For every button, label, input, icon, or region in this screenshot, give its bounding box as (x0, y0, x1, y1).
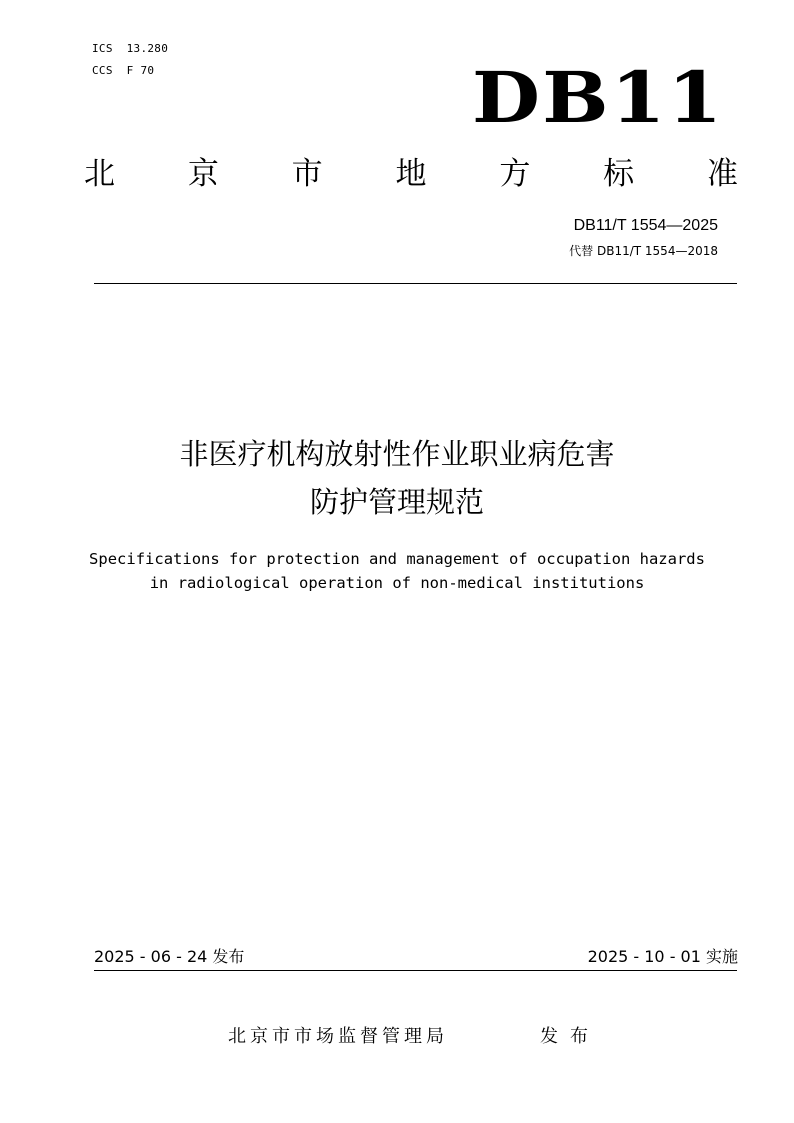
issue-label: 发布 (540, 1026, 600, 1047)
issuing-authority: 北京市市场监督管理局 (228, 1026, 448, 1047)
header-divider (94, 283, 737, 284)
chinese-title-line-1: 非医疗机构放射性作业职业病危害 (179, 437, 615, 471)
effective-date: 2025 - 10 - 01 实施 (587, 947, 738, 966)
issue-date: 2025 - 06 - 24 发布 (94, 947, 245, 966)
ics-code: ICS 13.280 (92, 42, 169, 55)
standard-type-char: 地 (395, 156, 427, 192)
english-title-line-1: Specifications for protection and management of occupation hazards (89, 550, 705, 568)
english-title (0, 547, 794, 595)
standard-type-char: 京 (187, 156, 219, 192)
english-title-line-2: in radiological operation of non-medical institutions (149, 574, 645, 592)
standard-type-char: 方 (499, 156, 531, 192)
chinese-title-line-2: 防护管理规范 (309, 485, 484, 519)
standard-number: DB11/T 1554—2025 (573, 217, 718, 234)
ccs-code: CCS F 70 (92, 64, 155, 77)
replaced-standard-number: 代替 DB11/T 1554—2018 (569, 244, 718, 258)
standard-type-char: 北 (84, 156, 115, 192)
standard-type-char: 市 (291, 156, 323, 192)
footer-divider (94, 970, 737, 971)
classification-codes (92, 38, 168, 82)
db11-logo: DB11 (472, 56, 725, 139)
standard-type-char: 标 (603, 156, 635, 192)
chinese-title (0, 430, 794, 526)
standard-type-char: 准 (706, 156, 738, 192)
standard-type-heading (84, 150, 738, 198)
